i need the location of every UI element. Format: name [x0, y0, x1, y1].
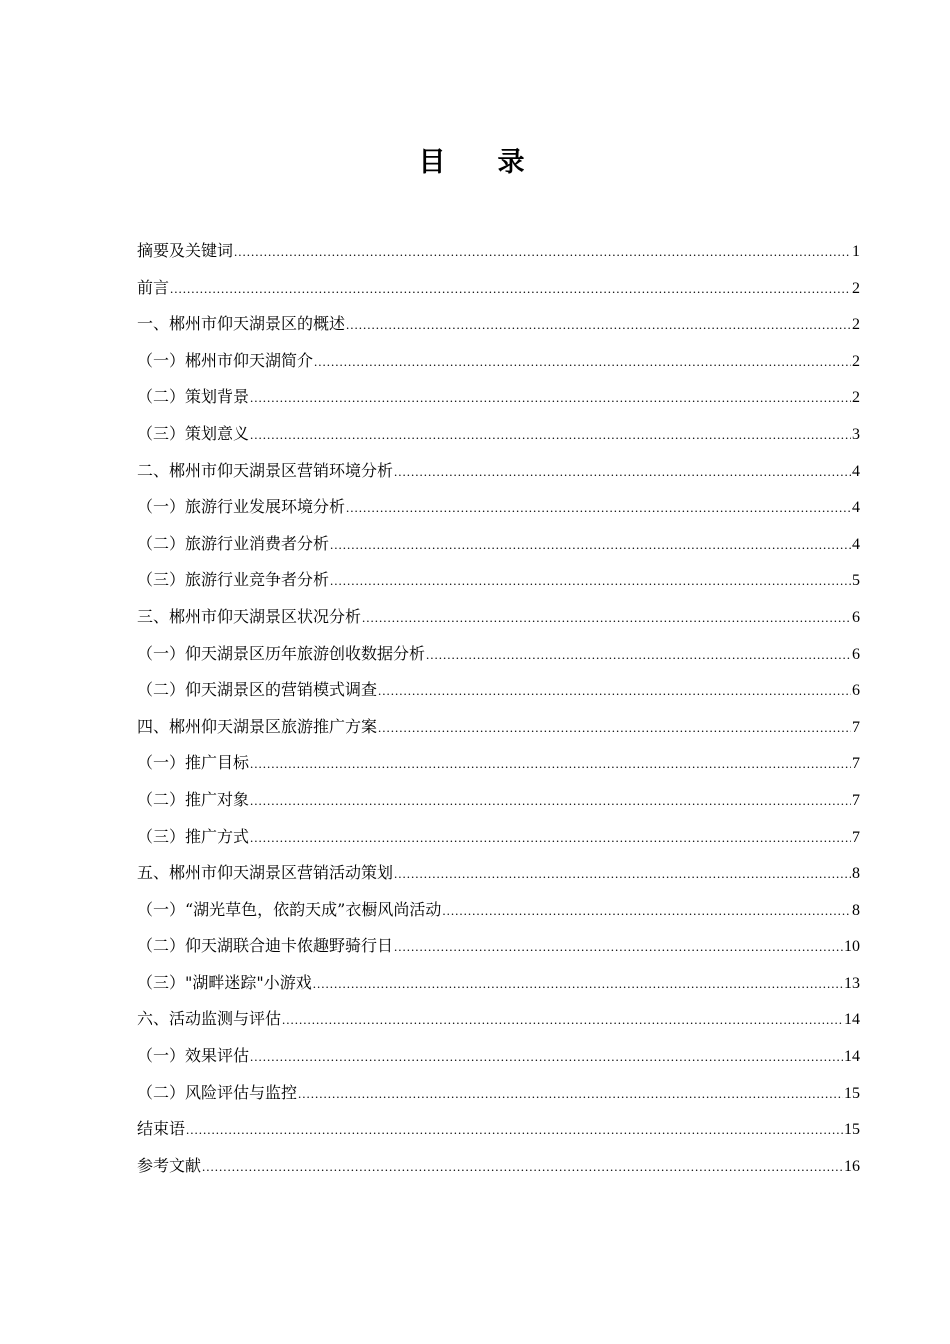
toc-entry[interactable]	[137, 709, 860, 746]
toc-entry[interactable]	[137, 343, 860, 380]
toc-title: 目录	[418, 147, 577, 178]
toc-entry[interactable]	[137, 562, 860, 599]
toc-entry-label: 结束语	[137, 1119, 186, 1139]
toc-entry[interactable]	[137, 745, 860, 782]
toc-entry-page: 15	[844, 1121, 860, 1139]
toc-entry[interactable]	[137, 1148, 860, 1185]
toc-leader-dots	[426, 637, 851, 673]
toc-entry-page: 4	[852, 535, 860, 553]
toc-leader-dots	[346, 307, 851, 343]
toc-entry-label: （三）旅游行业竞争者分析	[137, 570, 330, 590]
toc-leader-dots	[282, 1002, 843, 1038]
toc-leader-dots	[330, 563, 851, 599]
toc-entry[interactable]	[137, 855, 860, 892]
toc-entry-label: 二、郴州市仰天湖景区营销环境分析	[137, 460, 394, 480]
toc-entry-page: 2	[852, 316, 860, 334]
toc-entry[interactable]	[137, 379, 860, 416]
toc-entry-page: 4	[852, 499, 860, 517]
toc-entry[interactable]	[137, 270, 860, 307]
toc-leader-dots	[313, 966, 843, 1002]
toc-entry-page: 2	[852, 352, 860, 370]
toc-entry[interactable]	[137, 1001, 860, 1038]
toc-entry-page: 13	[844, 974, 860, 992]
toc-leader-dots	[250, 417, 851, 453]
toc-entry-page: 16	[844, 1157, 860, 1175]
toc-leader-dots	[362, 600, 851, 636]
toc-entry[interactable]	[137, 453, 860, 490]
toc-entry[interactable]	[137, 599, 860, 636]
toc-entry-label: （三）"湖畔迷踪"小游戏	[137, 972, 312, 992]
toc-entry-page: 8	[852, 901, 860, 919]
toc-entry-page: 6	[852, 608, 860, 626]
toc-entry-label: （二）策划背景	[137, 387, 250, 407]
toc-entry[interactable]	[137, 928, 860, 965]
toc-entry-label: （一）推广目标	[137, 753, 250, 773]
toc-entry-label: 六、活动监测与评估	[137, 1009, 282, 1029]
toc-leader-dots	[442, 893, 851, 929]
toc-entry-page: 10	[844, 938, 860, 956]
toc-leader-dots	[394, 856, 851, 892]
toc-entry-page: 7	[852, 828, 860, 846]
toc-entry-page: 7	[852, 791, 860, 809]
toc-entry-label: （一）旅游行业发展环境分析	[137, 497, 346, 517]
toc-leader-dots	[250, 746, 851, 782]
toc-entry-page: 15	[844, 1084, 860, 1102]
toc-leader-dots	[394, 454, 851, 490]
toc-leader-dots	[298, 1076, 843, 1112]
toc-entry[interactable]	[137, 636, 860, 673]
toc-entry[interactable]	[137, 489, 860, 526]
toc-entry-label: （二）旅游行业消费者分析	[137, 533, 330, 553]
toc-entry-page: 1	[852, 243, 860, 260]
toc-entry[interactable]	[137, 1038, 860, 1075]
toc-leader-dots	[378, 673, 851, 709]
toc-entry-label: 四、郴州仰天湖景区旅游推广方案	[137, 716, 378, 736]
toc-leader-dots	[170, 271, 851, 307]
toc-entry-page: 7	[852, 755, 860, 773]
toc-entry[interactable]	[137, 1075, 860, 1112]
toc-entry-label: （一）效果评估	[137, 1046, 250, 1066]
toc-entry[interactable]	[137, 672, 860, 709]
toc-entry[interactable]	[137, 306, 860, 343]
toc-entry[interactable]	[137, 892, 860, 929]
toc-leader-dots	[202, 1149, 843, 1185]
toc-entry-page: 14	[844, 1048, 860, 1066]
toc-entry-page: 2	[852, 279, 860, 297]
toc-leader-dots	[186, 1112, 843, 1148]
toc-entry-label: （三）推广方式	[137, 826, 250, 846]
toc-entry[interactable]	[137, 526, 860, 563]
toc-entry-label: 三、郴州市仰天湖景区状况分析	[137, 606, 362, 626]
toc-entry-page: 2	[852, 389, 860, 407]
toc-entry[interactable]	[137, 416, 860, 453]
toc-entry-label: （二）推广对象	[137, 789, 250, 809]
toc-entry-page: 7	[852, 718, 860, 736]
toc-list	[137, 233, 860, 1184]
toc-entry-label: （二）风险评估与监控	[137, 1082, 298, 1102]
toc-entry-page: 3	[852, 425, 860, 443]
toc-entry-label: 前言	[137, 277, 170, 297]
toc-entry-page: 6	[852, 645, 860, 663]
toc-entry-page: 6	[852, 682, 860, 700]
toc-entry-label: （二）仰天湖联合迪卡侬趣野骑行日	[137, 936, 394, 956]
toc-leader-dots	[250, 783, 851, 819]
toc-entry-page: 5	[852, 572, 860, 590]
toc-leader-dots	[330, 527, 851, 563]
toc-entry-label: （一）“湖光草色，依韵天成”衣橱风尚活动	[137, 899, 442, 919]
toc-entry-label: （三）策划意义	[137, 423, 250, 443]
toc-entry[interactable]	[137, 233, 860, 270]
toc-entry[interactable]	[137, 965, 860, 1002]
toc-entry-label: 五、郴州市仰天湖景区营销活动策划	[137, 863, 394, 883]
toc-entry-label: （二）仰天湖景区的营销模式调查	[137, 680, 378, 700]
toc-entry[interactable]	[137, 819, 860, 856]
toc-entry-label: （一）仰天湖景区历年旅游创收数据分析	[137, 643, 426, 663]
toc-leader-dots	[394, 929, 843, 965]
toc-leader-dots	[378, 710, 851, 746]
toc-entry-label: 摘要及关键词	[137, 241, 234, 260]
toc-entry-label: （一）郴州市仰天湖简介	[137, 350, 314, 370]
toc-entry-page: 4	[852, 462, 860, 480]
toc-leader-dots	[250, 380, 851, 416]
toc-entry-page: 8	[852, 865, 860, 883]
toc-leader-dots	[314, 344, 851, 380]
toc-entry-label: 参考文献	[137, 1155, 202, 1175]
toc-entry[interactable]	[137, 782, 860, 819]
toc-entry[interactable]	[137, 1111, 860, 1148]
toc-entry-label: 一、郴州市仰天湖景区的概述	[137, 314, 346, 334]
toc-leader-dots	[250, 820, 851, 856]
toc-leader-dots	[346, 490, 851, 526]
toc-leader-dots	[250, 1039, 843, 1075]
toc-leader-dots	[234, 234, 851, 270]
toc-entry-page: 14	[844, 1011, 860, 1029]
